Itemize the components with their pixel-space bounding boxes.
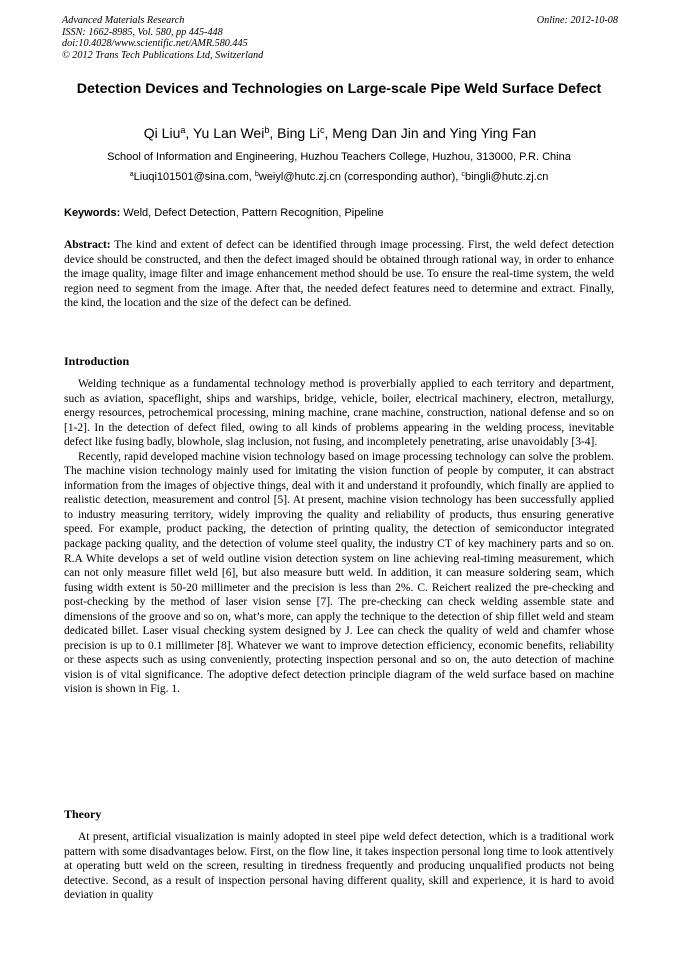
author: Bing Li xyxy=(277,125,320,141)
paragraph: Recently, rapid developed machine vision technology based on image processing technology can solve the problem. The machine vision technology mainly used for imitating the vision function of people by computer, it can abstract information from the images of objective things, deal with it and understand it profoundly, which finally are applied to realistic detection, measurement and control [5]. At present, machine vision technology has been successfully applied to industry measuring territory, widely improving the quality and reliability of products, thus ensuring generative speed. For example, product packing, the detection of printing quality, the detection of semiconductor integrated package packing quality, and the detection of volume steel quality, the industry CT of key machinery parts and so on. R.A White develops a set of weld outline vision detection system on line achieving real-timing measurement, which can not only measure fillet weld [6], but also measure butt weld. In addition, it can measure soldering seam, which fusing width extent is 50-20 millimeter and the precision is less than 2%. C. Reichert realized the pre-checking and post-checking by the method of laser vision sense [7]. The pre-checking can check welding assemble state and dimensions of the groove and so on, what’s more, can apply the technique to the detection of ship fillet weld and steam dedicated billet. Laser visual checking system designed by J. Lee can check the quality of weld and chamfer whose precision is up to 0.1 millimeter [8]. Whatever we want to improve detection efficiency, economic benefits, reliability or these aspects such as using conveniently, protecting inspection personal and so on, the auto detection of machine vision is of vital significance. The adoptive defect detection principle diagram of the weld surface based on machine vision is shown in Fig. 1. xyxy=(64,450,614,696)
author-affiliation-mark: b xyxy=(264,125,270,135)
introduction-heading: Introduction xyxy=(64,354,130,368)
email-list xyxy=(30,170,648,184)
email-address[interactable]: bingli@hutc.zj.cn xyxy=(465,171,549,183)
paragraph: At present, artificial visualization is mainly adopted in steel pipe weld defect detection, which is a traditional work pattern with some disadvantages below. First, on the flow line, it takes inspection personal long time to look attentively at operating butt weld on the screen, resulting in tiredness frequently and producing unqualified products not being detective. Second, as a result of inspection personal having different quality, skill and experience, it is hard to avoid deviation in quality xyxy=(64,831,614,902)
email-mark: b xyxy=(254,170,259,179)
theory-heading: Theory xyxy=(64,807,102,821)
keywords-text: Weld, Defect Detection, Pattern Recognition, Pipeline xyxy=(120,207,384,219)
abstract-label: Abstract: xyxy=(64,239,111,251)
paper-title: Detection Devices and Technologies on Large-scale Pipe Weld Surface Defect xyxy=(76,81,602,97)
paragraph: Welding technique as a fundamental technology method is proverbially applied to each territory and department, such as aviation, spaceflight, ships and warships, bridge, vehicle, boiler, electrical machinery, electron, metallurgy, energy resources, petrochemical processing, mining machine, crane machine, construction, national defense and so on [1-2]. In the detection of defect filed, owing to all kinds of problems appearing in the welding process, inevitable defect like fusing badly, blowhole, slag inclusion, not fusing, and incompletely penetrating, arise unavoidably [3-4]. xyxy=(64,378,614,449)
journal-header xyxy=(62,15,618,61)
journal-name: Advanced Materials Research xyxy=(62,15,185,26)
theory-body xyxy=(64,830,614,903)
author-affiliation-mark: c xyxy=(319,125,325,135)
author: Yu Lan Wei xyxy=(192,125,265,141)
author-separator: , xyxy=(185,125,193,141)
author-affiliation-mark: a xyxy=(180,125,186,135)
author-separator: , xyxy=(324,125,333,141)
journal-issn: ISSN: 1662-8985, Vol. 580, pp 445-448 xyxy=(62,26,223,38)
journal-copyright: © 2012 Trans Tech Publications Ltd, Switzerland xyxy=(62,49,264,61)
author: Meng Dan Jin and Ying Ying Fan xyxy=(332,125,537,141)
author-list xyxy=(40,124,640,142)
author: Qi Liu xyxy=(143,125,181,141)
affiliation: School of Information and Engineering, Huzhou Teachers College, Huzhou, 313000, P.R. China xyxy=(107,151,571,163)
introduction-body xyxy=(64,377,614,697)
keywords xyxy=(64,206,616,220)
keywords-label: Keywords: xyxy=(64,207,121,219)
email-mark: c xyxy=(461,170,465,179)
journal-doi[interactable]: doi:10.4028/www.scientific.net/AMR.580.445 xyxy=(62,38,248,49)
author-separator: , xyxy=(269,125,278,141)
abstract-text: The kind and extent of defect can be identified through image processing. First, the weld defect detection device should be constructed, and then the defect imaged should be obtained through rational way, in order to enhance the image quality, image filter and image enhancement method should be use. To ensure the real-time system, the weld region need to segment from the image. After that, the needed defect features need to determine and extract. Finally, the kind, the location and the size of the defect can be defined. xyxy=(64,239,614,310)
email-address[interactable]: weiyl@hutc.zj.cn (corresponding author), xyxy=(258,171,462,183)
abstract xyxy=(64,238,614,311)
email-address[interactable]: Liuqi101501@sina.com, xyxy=(133,171,255,183)
online-date: Online: 2012-10-08 xyxy=(536,15,618,26)
email-mark: a xyxy=(129,170,134,179)
